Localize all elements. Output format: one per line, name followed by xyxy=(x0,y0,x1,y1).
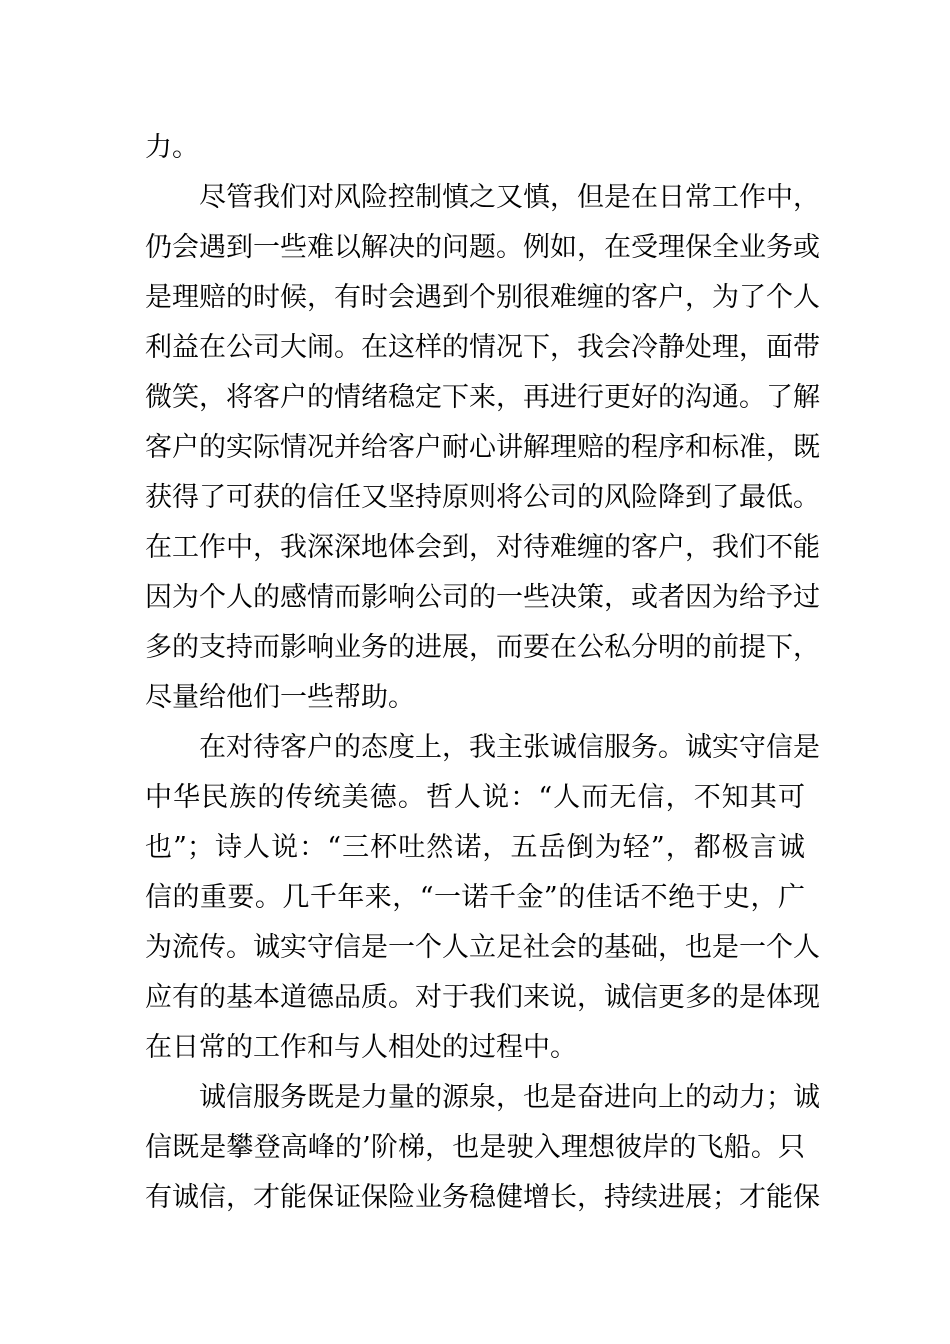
text-line: 在工作中，我深深地体会到，对待难缠的客户，我们不能 xyxy=(145,532,820,563)
text-line: 尽管我们对风险控制慎之又慎，但是在日常工作中， xyxy=(199,182,820,213)
text-line: 多的支持而影响业务的进展，而要在公私分明的前提下， xyxy=(145,632,820,663)
text-line: 信的重要。几千年来，“一诺千金”的佳话不绝于史，广 xyxy=(145,882,805,913)
text-line: 在日常的工作和与人相处的过程中。 xyxy=(145,1032,577,1063)
text-line: 尽量给他们一些帮助。 xyxy=(145,682,415,713)
text-line: 客户的实际情况并给客户耐心讲解理赔的程序和标准，既 xyxy=(145,432,820,463)
text-line: 力。 xyxy=(145,132,199,163)
paragraph xyxy=(145,723,820,1073)
text-line: 也”；诗人说：“三杯吐然诺，五岳倒为轻”，都极言诚 xyxy=(145,832,805,863)
text-line: 为流传。诚实守信是一个人立足社会的基础，也是一个人 xyxy=(145,932,820,963)
text-line: 仍会遇到一些难以解决的问题。例如，在受理保全业务或 xyxy=(145,232,820,263)
text-line: 获得了可获的信任又坚持原则将公司的风险降到了最低。 xyxy=(145,482,820,513)
paragraph xyxy=(145,1073,820,1223)
text-line: 微笑，将客户的情绪稳定下来，再进行更好的沟通。了解 xyxy=(145,382,820,413)
text-line: 应有的基本道德品质。对于我们来说，诚信更多的是体现 xyxy=(145,982,820,1013)
text-line: 利益在公司大闹。在这样的情况下，我会冷静处理，面带 xyxy=(145,332,820,363)
text-line: 诚信服务既是力量的源泉，也是奋进向上的动力；诚 xyxy=(199,1082,820,1113)
text-line: 有诚信，才能保证保险业务稳健增长，持续进展；才能保 xyxy=(145,1182,820,1213)
paragraph xyxy=(145,123,805,173)
text-line: 因为个人的感情而影响公司的一些决策，或者因为给予过 xyxy=(145,582,820,613)
document-body xyxy=(145,123,820,1223)
text-line: 中华民族的传统美德。哲人说：“人而无信，不知其可 xyxy=(145,782,805,813)
text-line: 在对待客户的态度上，我主张诚信服务。诚实守信是 xyxy=(199,732,820,763)
paragraph xyxy=(145,173,820,723)
text-line: 信既是攀登高峰的’阶梯，也是驶入理想彼岸的飞船。只 xyxy=(145,1132,805,1163)
text-line: 是理赔的时候，有时会遇到个别很难缠的客户，为了个人 xyxy=(145,282,820,313)
